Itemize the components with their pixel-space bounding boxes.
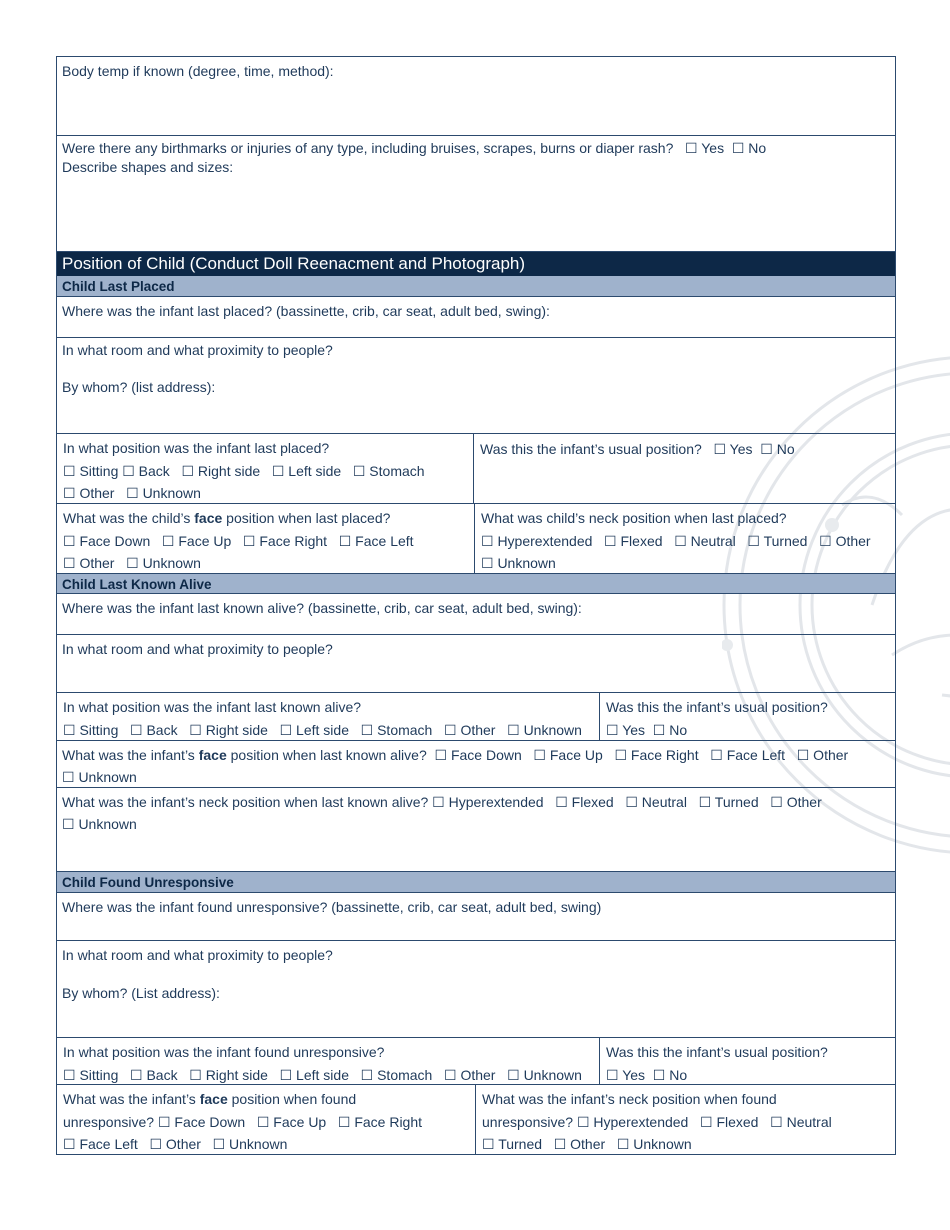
- last-placed-face-question: What was the child’s face position when last placed?: [63, 510, 391, 526]
- found-usual-question: Was this the infant’s usual position?: [606, 1044, 828, 1060]
- investigation-form: [56, 56, 896, 1155]
- last-alive-header: Child Last Known Alive: [57, 573, 895, 594]
- found-position-row: [57, 1038, 895, 1085]
- last-placed-position-options-2[interactable]: ☐ Other ☐ Unknown: [63, 485, 201, 501]
- body-temp-field[interactable]: [57, 57, 895, 136]
- birthmarks-describe-label: Describe shapes and sizes:: [62, 159, 234, 175]
- last-alive-neck-options-2[interactable]: ☐ Unknown: [62, 816, 137, 832]
- birthmarks-field: [57, 136, 895, 252]
- last-placed-neck-options[interactable]: ☐ Hyperextended ☐ Flexed ☐ Neutral ☐ Turned ☐ Other: [481, 532, 871, 549]
- last-placed-neck-question: What was child’s neck position when last placed?: [481, 510, 787, 526]
- last-placed-face-neck-row: [57, 504, 895, 573]
- last-alive-where-label: Where was the infant last known alive? (bassinette, crib, car seat, adult bed, swing):: [62, 600, 582, 616]
- last-alive-room-label: In what room and what proximity to people?: [62, 641, 333, 657]
- last-placed-room-label: In what room and what proximity to people?: [62, 342, 333, 358]
- last-placed-by-whom-label: By whom? (list address):: [62, 379, 216, 395]
- found-face-question: What was the infant’s face position when found: [63, 1091, 357, 1107]
- last-alive-usual-question: Was this the infant’s usual position?: [606, 699, 828, 715]
- last-alive-position-row: [57, 693, 895, 741]
- last-placed-where-label: Where was the infant last placed? (bassinette, crib, car seat, adult bed, swing):: [62, 303, 550, 319]
- face-emphasis: face: [194, 510, 223, 526]
- found-neck-options-2[interactable]: ☐ Turned ☐ Other ☐ Unknown: [482, 1136, 692, 1152]
- birthmarks-question: Were there any birthmarks or injuries of any type, including bruises, scrapes, burns or diaper rash?: [62, 140, 674, 156]
- last-alive-where-field[interactable]: [57, 594, 895, 635]
- last-placed-room-field[interactable]: [57, 338, 895, 434]
- body-temp-label: Body temp if known (degree, time, method):: [62, 63, 334, 79]
- found-neck-options[interactable]: unresponsive? ☐ Hyperextended ☐ Flexed ☐ Neutral: [482, 1113, 832, 1130]
- last-alive-face-options-2[interactable]: ☐ Unknown: [62, 769, 137, 785]
- found-face-neck-row: [57, 1085, 895, 1155]
- found-position-question: In what position was the infant found unresponsive?: [63, 1044, 385, 1060]
- found-room-field[interactable]: [57, 941, 895, 1038]
- last-placed-usual-options[interactable]: ☐ Yes ☐ No: [713, 441, 795, 457]
- found-where-label: Where was the infant found unresponsive? (bassinette, crib, car seat, adult bed, swing): [62, 899, 602, 915]
- birthmarks-yes-checkbox[interactable]: ☐ Yes: [685, 140, 725, 156]
- found-where-field[interactable]: [57, 893, 895, 941]
- last-alive-room-field[interactable]: [57, 635, 895, 693]
- last-alive-usual-options[interactable]: ☐ Yes ☐ No: [606, 721, 688, 738]
- last-alive-position-options[interactable]: ☐ Sitting ☐ Back ☐ Right side ☐ Left side ☐ Stomach ☐ Other ☐ Unknown: [63, 721, 582, 738]
- last-alive-face-question: What was the infant’s face position when last known alive? ☐ Face Down ☐ Face Up ☐ Face Right ☐ Face Left ☐ Other: [62, 747, 849, 763]
- face-emphasis: face: [198, 747, 227, 763]
- section-title: Position of Child (Conduct Doll Reenacment and Photograph): [57, 252, 895, 276]
- last-placed-face-options[interactable]: ☐ Face Down ☐ Face Up ☐ Face Right ☐ Face Left: [63, 532, 414, 549]
- face-emphasis: face: [199, 1091, 228, 1107]
- found-position-options[interactable]: ☐ Sitting ☐ Back ☐ Right side ☐ Left side ☐ Stomach ☐ Other ☐ Unknown: [63, 1066, 582, 1083]
- found-usual-options[interactable]: ☐ Yes ☐ No: [606, 1066, 688, 1083]
- last-alive-face-row: [57, 741, 895, 788]
- last-placed-where-field[interactable]: [57, 297, 895, 338]
- found-face-options-2[interactable]: ☐ Face Left ☐ Other ☐ Unknown: [63, 1136, 288, 1152]
- last-placed-position-row: [57, 434, 895, 504]
- last-placed-usual-question: Was this the infant’s usual position?: [480, 441, 702, 457]
- last-placed-position-options[interactable]: ☐ Sitting ☐ Back ☐ Right side ☐ Left side ☐ Stomach: [63, 462, 425, 479]
- last-alive-neck-row: [57, 788, 895, 872]
- last-alive-position-question: In what position was the infant last known alive?: [63, 699, 362, 715]
- found-unresponsive-header: Child Found Unresponsive: [57, 872, 895, 893]
- last-placed-position-question: In what position was the infant last placed?: [63, 440, 330, 456]
- last-placed-face-options-2[interactable]: ☐ Other ☐ Unknown: [63, 555, 201, 571]
- found-room-label: In what room and what proximity to people?: [62, 947, 333, 963]
- birthmarks-no-checkbox[interactable]: ☐ No: [731, 140, 767, 156]
- last-placed-neck-options-2[interactable]: ☐ Unknown: [481, 555, 556, 571]
- found-face-options[interactable]: unresponsive? ☐ Face Down ☐ Face Up ☐ Face Right: [63, 1113, 423, 1130]
- found-neck-question: What was the infant’s neck position when found: [482, 1091, 777, 1107]
- last-placed-header: Child Last Placed: [57, 276, 895, 297]
- last-alive-neck-question[interactable]: What was the infant’s neck position when last known alive? ☐ Hyperextended ☐ Flexed ☐ Neutral ☐ Turned ☐ Other: [62, 794, 822, 810]
- found-by-whom-label: By whom? (List address):: [62, 985, 220, 1001]
